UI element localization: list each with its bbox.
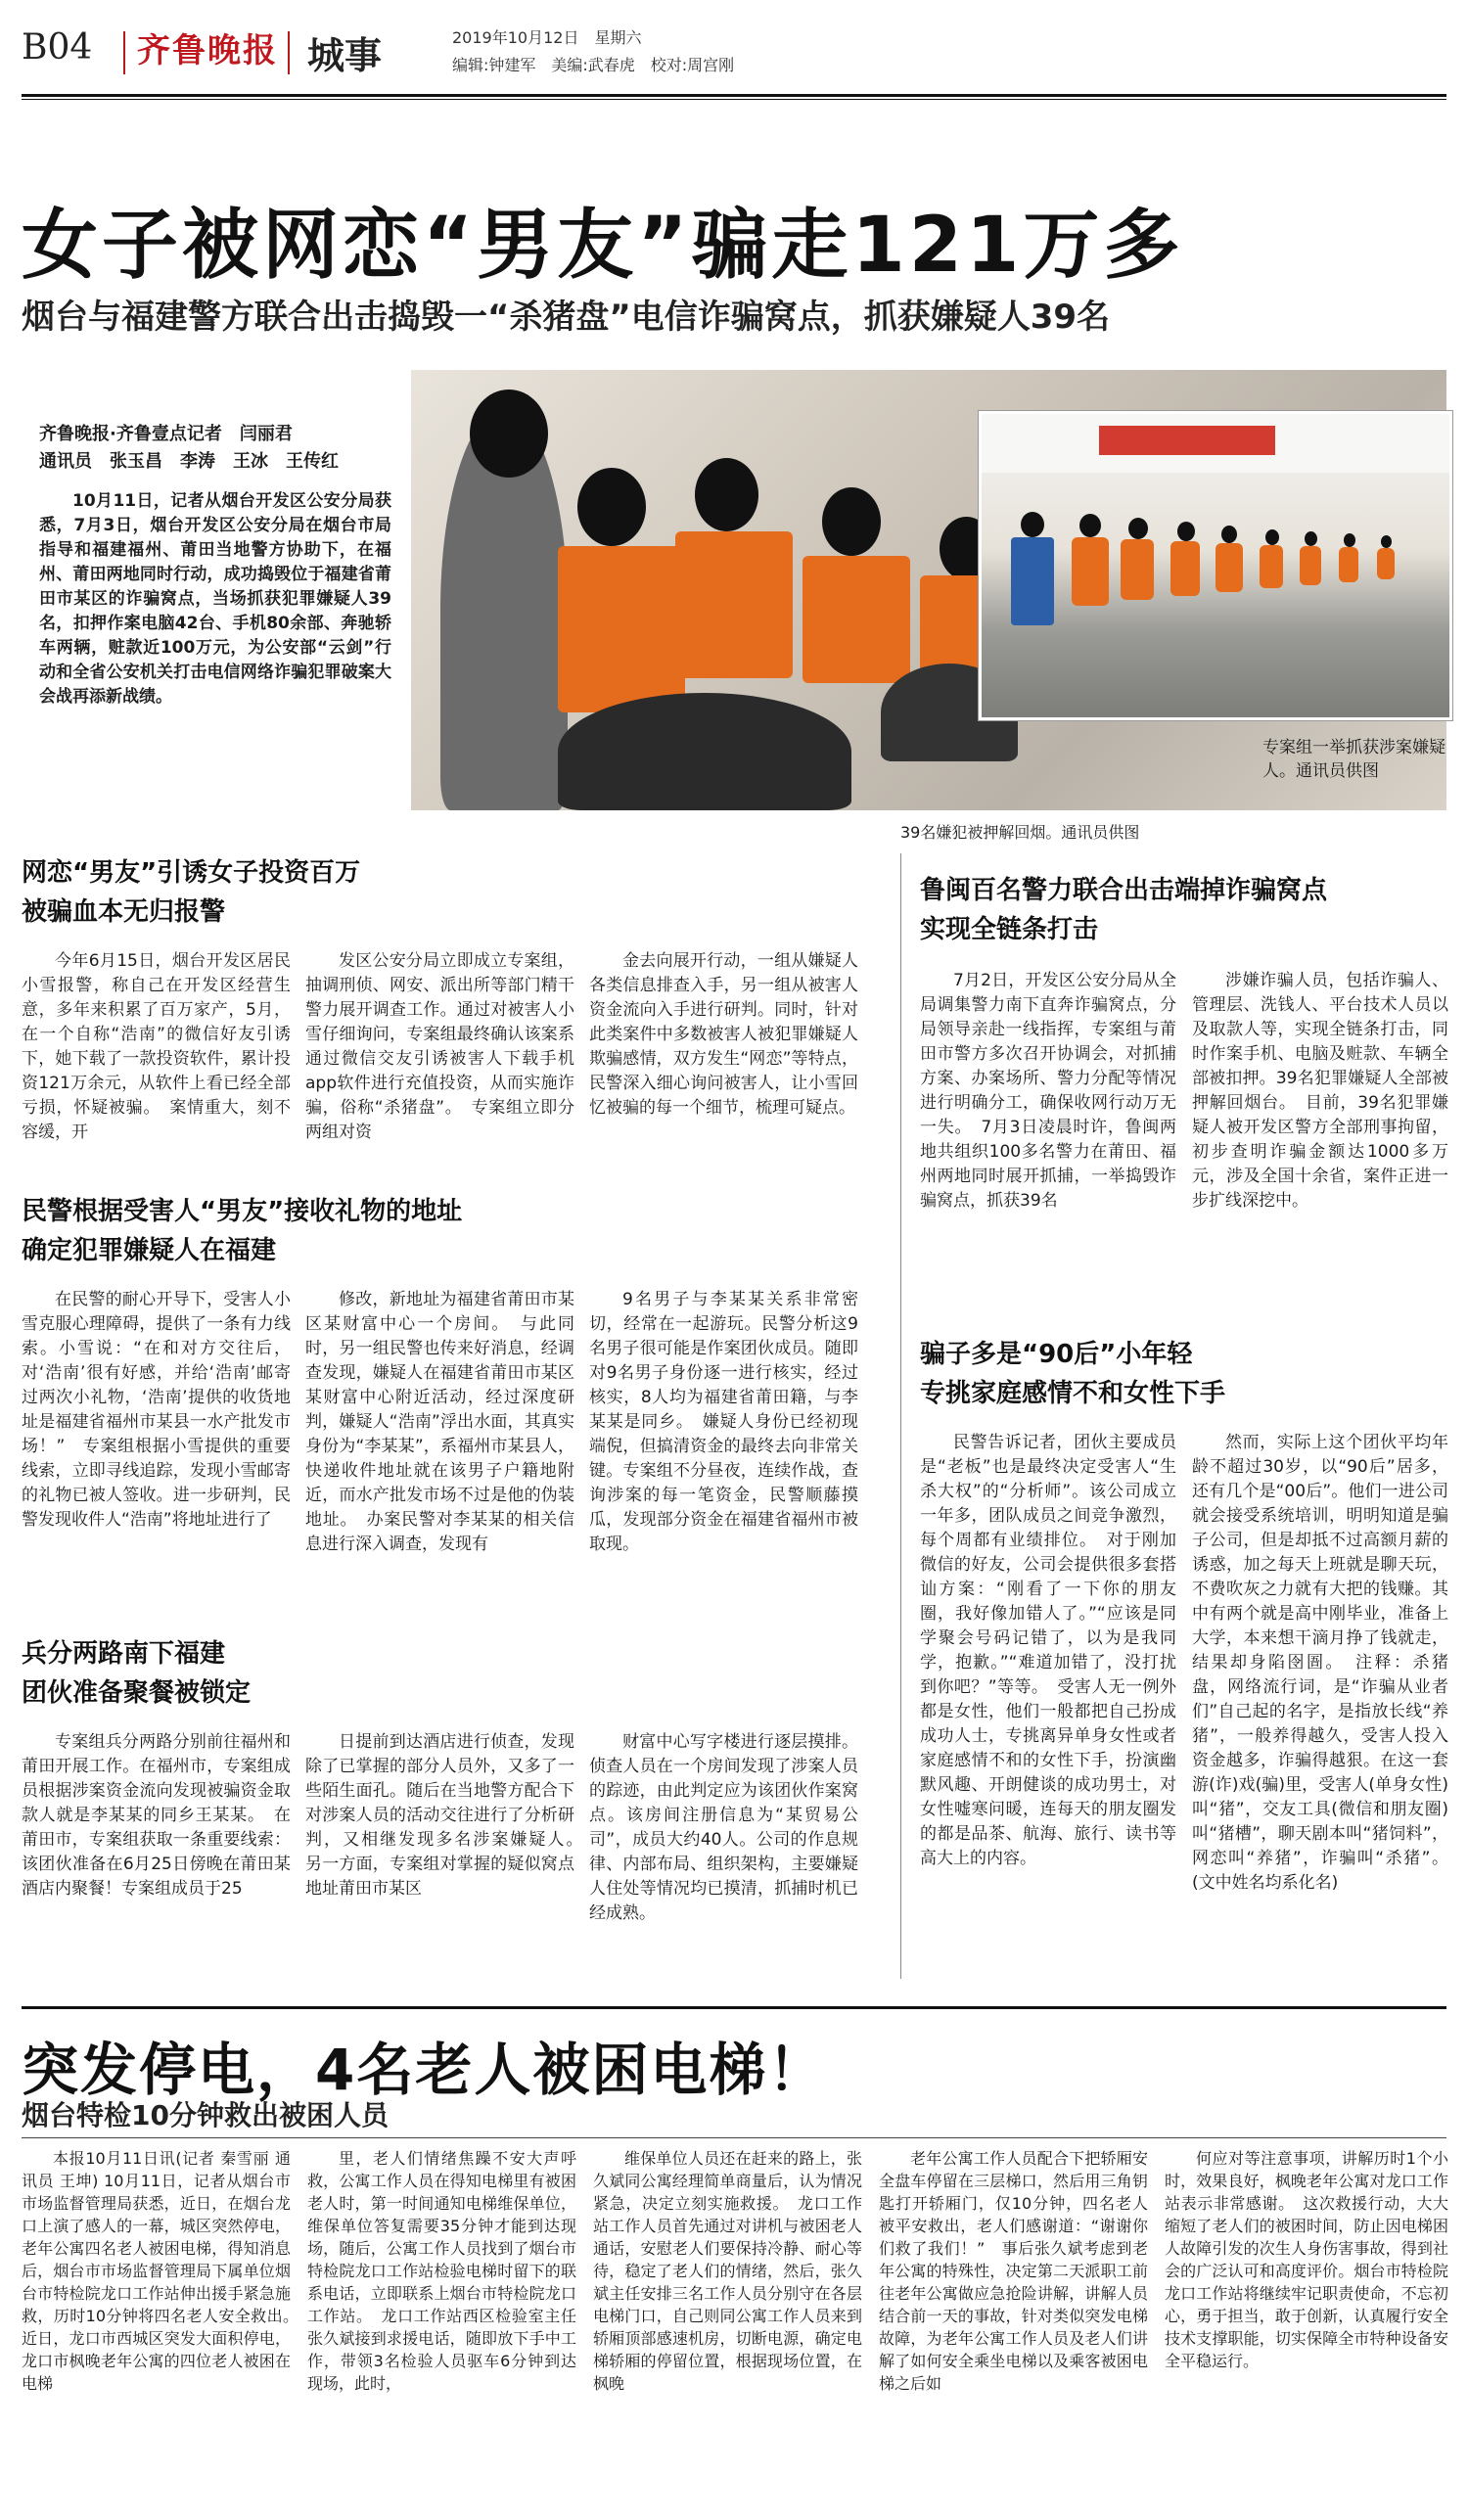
article-column: 财富中心写字楼进行逐层摸排。侦查人员在一个房间发现了涉案人员的踪迹，由此判定应为该团伙作案窝点。该房间注册信息为“某贸易公司”，成员大约40人。公司的作息规律、内部布局、组织架构，主要嫌疑人住处等情况均已摸清，抓捕时机已经成熟。	[589, 1732, 858, 1923]
lead-text: 10月11日，记者从烟台开发区公安分局获悉，7月3日，烟台开发区公安分局在烟台市局指导和福建福州、莆田当地警方协助下，在福州、莆田两地同时行动，成功捣毁位于福建省莆田市某区的诈骗窝点，当场抓获犯罪嫌疑人39名，扣押作案电脑42台、手机80余部、奔驰轿车两辆，赃款近100万元，为公安部“云剑”行动和全省公安机关打击电信网络诈骗犯罪破案大会战再添新战绩。	[39, 491, 391, 707]
masthead-rule	[22, 94, 1446, 97]
main-photo-caption: 39名嫌犯被押解回烟。通讯员供图	[900, 823, 1140, 842]
article-separator	[22, 2006, 1446, 2009]
headline: 女子被网恋“男友”骗走121万多	[22, 202, 1184, 290]
article-column: 9名男子与李某某关系非常密切，经常在一起游玩。民警分析这9名男子很可能是作案团伙成员。随即对9名男子身份逐一进行核实，经过核实，8人均为福建省莆田籍，与李某某是同乡。 嫌疑人身份已经初现端倪，但搞清资金的最终去向非常关键。专案组不分昼夜，连续作战，查询涉案的每一笔资金，民警顺藤摸瓜，发现部分资金在福建省福州市被取现。	[589, 1290, 858, 1554]
subheadline: 烟台与福建警方联合出击捣毁一“杀猪盘”电信诈骗窝点，抓获嫌疑人39名	[22, 298, 1111, 337]
subheadline-article2: 烟台特检10分钟救出被困人员	[22, 2099, 389, 2131]
article-column: 涉嫌诈骗人员，包括诈骗人、管理层、洗钱人、平台技术人员以及取款人等，实现全链条打击，同时作案手机、电脑及赃款、车辆全部被扣押。39名犯罪嫌疑人全部被押解回烟台。 目前，39名犯罪嫌疑人被开发区警方全部刑事拘留，初步查明诈骗金额达1000多万元，涉及全国十余省，案件正进一步扩线深挖中。	[1192, 971, 1448, 1211]
masthead-rule-thin	[22, 99, 1446, 100]
article-column: 然而，实际上这个团伙平均年龄不超过30岁，以“90后”居多，还有几个是“00后”。他们一进公司就会接受系统培训，明明知道是骗子公司，但是却抵不过高额月薪的诱惑，加之每天上班就是聊天玩，不费吹灰之力就有大把的钱赚。其中有两个就是高中刚毕业，准备上大学，本来想干滴月挣了钱就走，结果却身陷囹圄。 注释：杀猪盘，网络流行词，是“诈骗从业者们”自己起的名字，是指放长线“养猪”，一般养得越久，受害人投入资金越多，诈骗得越狠。在这一套游(诈)戏(骗)里，受害人(单身女性)叫“猪”，交友工具(微信和朋友圈)叫“猪槽”，聊天剧本叫“猪饲料”，网恋叫“养猪”，诈骗叫“杀猪”。(文中姓名均系化名)	[1192, 1433, 1448, 1893]
article-column: 里，老人们情绪焦躁不安大声呼救，公寓工作人员在得知电梯里有被困老人时，第一时间通知电梯维保单位，维保单位答复需要35分钟才能到达现场，随后，公寓工作人员找到了烟台市特检院龙口工作站检验电梯时留下的联系电话，立即联系上烟台市特检院龙口工作站。 龙口工作站西区检验室主任张久斌接到求援电话，随即放下手中工作，带领3名检验人员驱车6分钟到达现场，此时，	[307, 2149, 576, 2393]
column-divider	[900, 853, 901, 1979]
byline-correspondents: 通讯员 张玉昌 李涛 王冰 王传红	[39, 451, 339, 472]
section-heading: 网恋“男友”引诱女子投资百万 被骗血本无归报警	[22, 858, 361, 927]
section-name: 城事	[307, 34, 383, 77]
date-line: 2019年10月12日 星期六	[452, 28, 642, 47]
article-column: 7月2日，开发区公安分局从全局调集警力南下直奔诈骗窝点，分局领导亲赴一线指挥，专案组与莆田市警方多次召开协调会，对抓捕方案、办案场所、警力分配等情况进行明确分工，确保收网行动万无一失。 7月3日凌晨时许，鲁闽两地共组织100多名警力在莆田、福州两地同时展开抓捕，一举捣毁诈骗窝点，抓获39名	[920, 971, 1176, 1211]
article-column: 修改，新地址为福建省莆田市某区某财富中心一个房间。 与此同时，另一组民警也传来好消息，经调查发现，嫌疑人在福建省莆田市某区某财富中心附近活动，经过深度研判，嫌疑人“浩南”浮出水面，其真实身份为“李某某”，系福州市某县人，快递收件地址就在该男子户籍地附近，而水产批发市场不过是他的伪装地址。 办案民警对李某某的相关信息进行深入调查，发现有	[305, 1290, 574, 1554]
section-heading: 骗子多是“90后”小年轻 专挑家庭感情不和女性下手	[920, 1340, 1226, 1408]
article-column: 民警告诉记者，团伙主要成员是“老板”也是最终决定受害人“生杀大权”的“分析师”。该公司成立一年多，团队成员之间竞争激烈，每个周都有业绩排位。 对于刚加微信的好友，公司会提供很多套搭讪方案：“刚看了一下你的朋友圈，我好像加错人了。”“应该是同学聚会号码记错了，以为是我同学，抱歉。”“难道加错了，没打扰到你吧？”等等。 受害人无一例外都是女性，他们一般都把自己扮成成功人士，专挑离异单身女性或者家庭感情不和的女性下手，扮演幽默风趣、开朗健谈的成功男士，对女性嘘寒问暖，连每天的朋友圈发的都是品茶、航海、旅行、读书等高大上的内容。	[920, 1433, 1176, 1868]
subheadline-rule	[22, 2137, 1446, 2138]
inset-photo-caption: 专案组一举抓获涉案嫌疑人。通讯员供图	[1262, 738, 1445, 781]
article-column: 老年公寓工作人员配合下把轿厢安全盘车停留在三层梯口，然后用三角钥匙打开轿厢门，仅10分钟，四名老人被平安救出，老人们感谢道：“谢谢你们救了我们！” 事后张久斌考虑到老年公寓的特殊性，决定第二天派职工前往老年公寓做应急抢险讲解，讲解人员结合前一天的事故，针对类似突发电梯故障，为老年公寓工作人员及老人们讲解了如何安全乘坐电梯以及乘客被困电梯之后如	[879, 2149, 1148, 2393]
article-column: 何应对等注意事项，讲解历时1个小时，效果良好，枫晚老年公寓对龙口工作站表示非常感谢。 这次救援行动，大大缩短了老人们的被困时间，防止因电梯困人故障引发的次生人身伤害事故，得到社会的广泛认可和高度评价。烟台市特检院龙口工作站将继续牢记职责使命，不忘初心，勇于担当，敢于创新，认真履行安全技术支撑职能，切实保障全市特种设备安全平稳运行。	[1165, 2149, 1448, 2370]
section-heading: 民警根据受害人“男友”接收礼物的地址 确定犯罪嫌疑人在福建	[22, 1197, 463, 1265]
lead-paragraph	[39, 489, 391, 710]
headline-article2: 突发停电，4名老人被困电梯！	[22, 2037, 827, 2103]
masthead	[22, 20, 1446, 88]
editors-line: 编辑:钟建军 美编:武春虎 校对:周宫刚	[452, 56, 735, 74]
article-column: 专案组兵分两路分别前往福州和莆田开展工作。在福州市，专案组成员根据涉案资金流向发现被骗资金取款人就是李某某的同乡王某某。 在莆田市，专案组获取一条重要线索：该团伙准备在6月25日傍晚在莆田某酒店内聚餐！专案组成员于25	[22, 1732, 291, 1899]
article-column: 本报10月11日讯(记者 秦雪丽 通讯员 王坤) 10月11日，记者从烟台市市场监督管理局获悉，近日，在烟台龙口上演了感人的一幕，城区突然停电，老年公寓四名老人被困电梯，得知消息后，烟台市市场监督管理局下属单位烟台市特检院龙口工作站伸出援手紧急施救，历时10分钟将四名老人安全救出。 近日，龙口市西城区突发大面积停电，龙口市枫晚老年公寓的四位老人被困在电梯	[22, 2149, 307, 2393]
article-column: 金去向展开行动，一组从嫌疑人各类信息排查入手，另一组从被害人资金流向入手进行研判。同时，针对此类案件中多数被害人被犯罪嫌疑人欺骗感情，双方发生“网恋”等特点，民警深入细心询问被害人，让小雪回忆被骗的每一个细节，梳理可疑点。	[589, 951, 858, 1118]
byline-reporter: 齐鲁晚报·齐鲁壹点记者 闫丽君	[39, 424, 293, 444]
section-heading: 兵分两路南下福建 团伙准备聚餐被锁定	[22, 1639, 252, 1708]
inset-photo	[979, 411, 1452, 720]
byline	[39, 421, 401, 476]
masthead-divider	[288, 31, 290, 74]
page-number: B04	[22, 27, 93, 68]
article-column: 今年6月15日，烟台开发区居民小雪报警，称自己在开发区经营生意，多年来积累了百万家产，5月，在一个自称“浩南”的微信好友引诱下，她下载了一款投资软件，累计投资121万余元，从软件上看已经全部亏损，怀疑被骗。 案情重大，刻不容缓，开	[22, 951, 291, 1142]
article-column: 维保单位人员还在赶来的路上，张久斌同公寓经理简单商量后，认为情况紧急，决定立刻实施救援。 龙口工作站工作人员首先通过对讲机与被困老人通话，安慰老人们要保持冷静、耐心等待，稳定了老人们的情绪，然后，张久斌主任安排三名工作人员分别守在各层电梯门口，自己则同公寓工作人员来到轿厢顶部感速机房，切断电源，确定电梯轿厢的停留位置，根据现场位置，在枫晚	[593, 2149, 862, 2393]
section-heading: 鲁闽百名警力联合出击端掉诈骗窝点 实现全链条打击	[920, 876, 1328, 944]
article-column: 日提前到达酒店进行侦查，发现除了已掌握的部分人员外，又多了一些陌生面孔。随后在当地警方配合下对涉案人员的活动交往进行了分析研判，又相继发现多名涉案嫌疑人。 另一方面，专案组对掌握的疑似窝点地址莆田市某区	[305, 1732, 591, 1899]
masthead-divider	[123, 31, 125, 74]
paper-logo: 齐鲁晚报	[137, 31, 278, 70]
article-column: 发区公安分局立即成立专案组，抽调刑侦、网安、派出所等部门精干警力展开调查工作。通过对被害人小雪仔细询问，专案组最终确认该案系通过微信交友引诱被害人下载手机app软件进行充值投资，从而实施诈骗，俗称“杀猪盘”。 专案组立即分两组对资	[305, 951, 574, 1142]
article-column: 在民警的耐心开导下，受害人小雪克服心理障碍，提供了一条有力线索。小雪说：“在和对方交往后，对‘浩南’很有好感，并给‘浩南’邮寄过两次小礼物，‘浩南’提供的收货地址是福建省福州市某县一水产批发市场！” 专案组根据小雪提供的重要线索，立即寻线追踪，发现小雪邮寄的礼物已被人签收。进一步研判，民警发现收件人“浩南”将地址进行了	[22, 1290, 291, 1530]
